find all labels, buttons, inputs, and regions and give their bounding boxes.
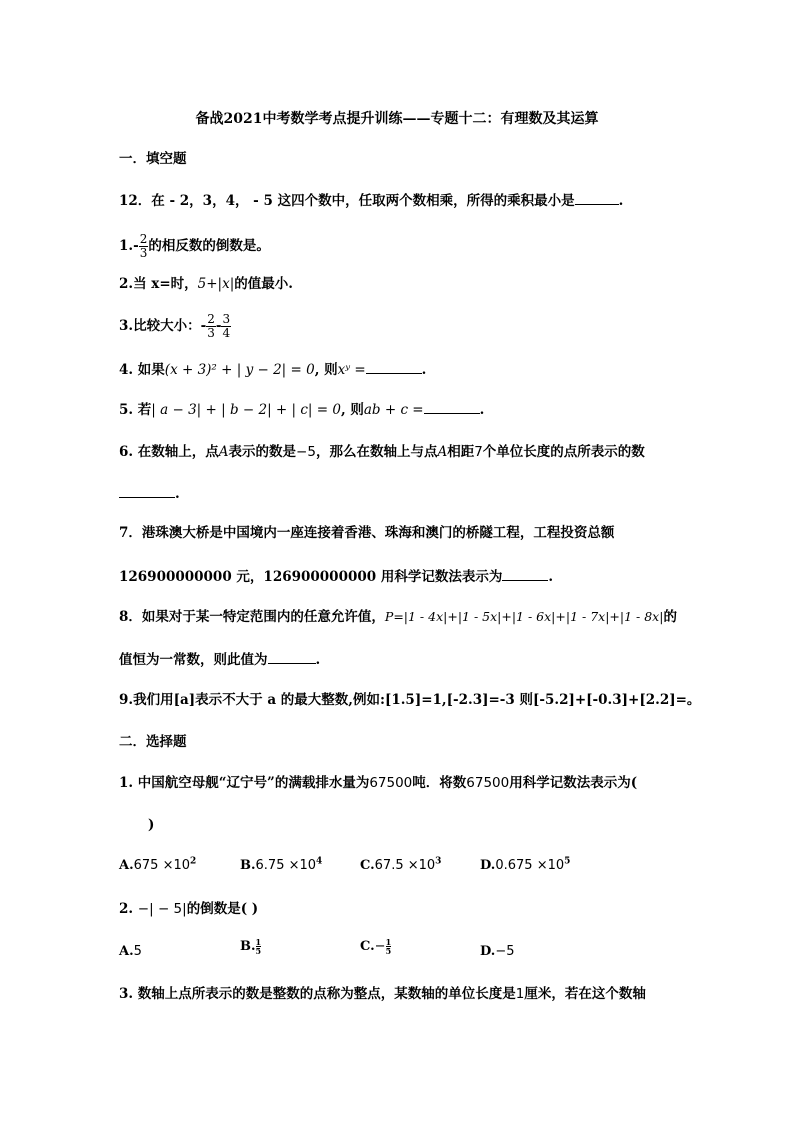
choice-question-3-text: 厘米，若在这个数轴 [524, 986, 646, 1002]
page-title: 备战2021中考数学考点提升训练——专题十二：有理数及其运算 [195, 111, 599, 127]
choice-2-option-d[interactable] [480, 944, 515, 959]
choice-question-2-text: 的倒数是( ) [186, 901, 259, 917]
question-4 [119, 360, 426, 379]
answer-blank [575, 191, 619, 205]
choice-question-3-number: 1 [515, 986, 525, 1002]
choice-question-1-prefix: 1. 中国航空母舰“辽宁号”的满载排水量为 [119, 775, 370, 791]
option-fraction [256, 938, 262, 955]
question-5-then: , 则 [340, 402, 364, 418]
option-label: C. [360, 858, 375, 873]
choice-question-1-close: ) [148, 817, 155, 833]
question-6-answer-line [119, 484, 180, 503]
question-5-end: . [479, 402, 485, 418]
section-fill-blank-heading: 一．填空题 [119, 151, 187, 167]
option-exponent: 2 [190, 856, 197, 867]
option-label: C. [360, 939, 375, 954]
question-2-prefix: 2.当 x=时， [119, 276, 198, 292]
question-2-formula: 5+|x| [197, 276, 235, 292]
question-5-prefix: 5. 若 [119, 402, 152, 418]
fraction-a [206, 313, 216, 340]
option-label: D. [480, 944, 496, 959]
option-exponent: 3 [435, 856, 442, 867]
question-8-line-2: 值恒为一常数，则此值为 . [119, 652, 321, 668]
choice-question-1-text: 吨．将数 [412, 775, 467, 791]
question-7-line-1: 7．港珠澳大桥是中国境内一座连接着香港、珠海和澳门的桥隧工程，工程投资总额 [119, 525, 615, 541]
option-value: 67.5 ×10 [374, 858, 436, 873]
choice-2-option-c[interactable] [360, 938, 391, 955]
question-6-text: 个单位长度的点所表示的数 [482, 444, 645, 460]
fraction-numerator: 1 [385, 937, 392, 947]
answer-blank [502, 567, 548, 581]
question-6 [119, 443, 645, 461]
fraction-two-thirds [139, 233, 149, 260]
choice-1-option-d[interactable] [480, 858, 570, 873]
question-4-end: . [421, 362, 427, 378]
option-value: 6.75 ×10 [255, 858, 317, 873]
fraction-denominator: 3 [207, 326, 215, 340]
question-6-text: ，那么在数轴上与点 [315, 444, 438, 460]
fraction-numerator: 2 [139, 232, 148, 246]
choice-question-2-expression: −| − 5| [137, 901, 187, 917]
question-9: 9.我们用[a]表示不大于 a 的最大整数,例如:[1.5]=1,[-2.3]=-3 则[-5.2]+[-0.3]+[2.2]=。 [119, 692, 701, 708]
question-8-prefix: 8．如果对于某一特定范围内的任意允许值， [119, 609, 385, 625]
question-3 [119, 313, 231, 340]
option-label: D. [480, 858, 496, 873]
choice-question-2 [119, 900, 258, 918]
choice-question-1-number: 67500 [466, 775, 510, 791]
question-4-expression: xʸ = [337, 362, 366, 378]
fraction-numerator: 3 [222, 312, 231, 326]
question-8-formula: P=|1 - 4x|+|1 - 5x|+|1 - 6x|+|1 - 7x|+|1 - 8x| [384, 609, 664, 624]
question-12: 12．在 - 2，3，4， - 5 这四个数中，任取两个数相乘，所得的乘积最小是 . [119, 193, 624, 209]
question-3-prefix: 3.比较大小：- [119, 318, 207, 334]
question-7-line-2: 126900000000 元，126900000000 用科学记数法表示为 . [119, 569, 554, 585]
choice-question-1 [119, 774, 637, 792]
fraction-numerator: 1 [255, 937, 262, 947]
fraction-denominator: 5 [385, 946, 392, 956]
question-6-number: −5 [296, 444, 316, 460]
question-6-text: 表示的数是 [228, 444, 297, 460]
question-5-expression: ab + c = [363, 402, 424, 418]
choice-question-1-number: 67500 [369, 775, 413, 791]
option-exponent: 5 [564, 856, 571, 867]
fraction-denominator: 5 [255, 946, 262, 956]
question-7-text: 126900000000 元，126900000000 用科学记数法表示为 [119, 569, 503, 585]
section-multiple-choice-heading: 二．选择题 [119, 734, 187, 750]
question-3-minus: - [215, 318, 222, 334]
question-6-end: . [175, 486, 180, 502]
question-1-prefix: 1.- [119, 238, 139, 254]
question-5 [119, 400, 484, 419]
answer-blank [424, 400, 480, 414]
question-6-prefix: 6. 在数轴上，点 [119, 444, 219, 460]
choice-question-3 [119, 985, 646, 1003]
fraction-numerator: 2 [207, 312, 215, 326]
question-4-then: , 则 [314, 362, 338, 378]
choice-1-option-a[interactable] [119, 858, 196, 873]
question-1 [119, 233, 270, 260]
question-6-distance: 7 [474, 444, 483, 460]
question-2-text: 的值最小. [234, 276, 293, 292]
choice-question-2-prefix: 2. [119, 901, 138, 917]
option-value: −5 [495, 944, 515, 959]
question-8-text: 的 [663, 609, 677, 625]
question-2 [119, 275, 293, 293]
option-value: 675 ×10 [133, 858, 191, 873]
option-value: 0.675 ×10 [495, 858, 565, 873]
question-5-equation: | a − 3| + | b − 2| + | c| = 0 [151, 402, 341, 418]
option-label: A. [119, 944, 134, 959]
option-label: B. [240, 858, 256, 873]
question-4-prefix: 4. 如果 [119, 362, 165, 378]
option-label: A. [119, 858, 134, 873]
option-fraction [386, 938, 392, 955]
choice-question-3-prefix: 3. 数轴上点所表示的数是整数的点称为整点，某数轴的单位长度是 [119, 986, 516, 1002]
point-a-label: A [218, 444, 229, 460]
choice-2-option-b[interactable] [240, 938, 261, 955]
fraction-denominator: 3 [139, 246, 148, 260]
option-label: B. [240, 939, 256, 954]
answer-blank [119, 484, 175, 498]
fraction-denominator: 4 [222, 326, 231, 340]
question-8-text: 值恒为一常数，则此值为 [119, 652, 268, 668]
question-1-text: 的相反数的倒数是。 [148, 238, 270, 254]
answer-blank [268, 650, 316, 664]
choice-1-option-c[interactable] [360, 858, 441, 873]
fraction-b [221, 313, 231, 340]
option-value: 5 [133, 944, 142, 959]
question-4-equation: (x + 3)² + | y − 2| = 0 [164, 362, 315, 378]
answer-blank [366, 360, 422, 374]
option-sign: − [374, 939, 386, 954]
option-exponent: 4 [316, 856, 323, 867]
question-12-text: 12．在 - 2，3，4， - 5 这四个数中，任取两个数相乘，所得的乘积最小是 [119, 193, 575, 209]
choice-question-1-text: 用科学记数法表示为( [509, 775, 638, 791]
question-6-text: 相距 [447, 444, 475, 460]
choice-2-option-a[interactable] [119, 944, 142, 959]
point-a-label: A [437, 444, 448, 460]
choice-1-option-b[interactable] [240, 858, 322, 873]
question-8-line-1 [119, 608, 677, 626]
